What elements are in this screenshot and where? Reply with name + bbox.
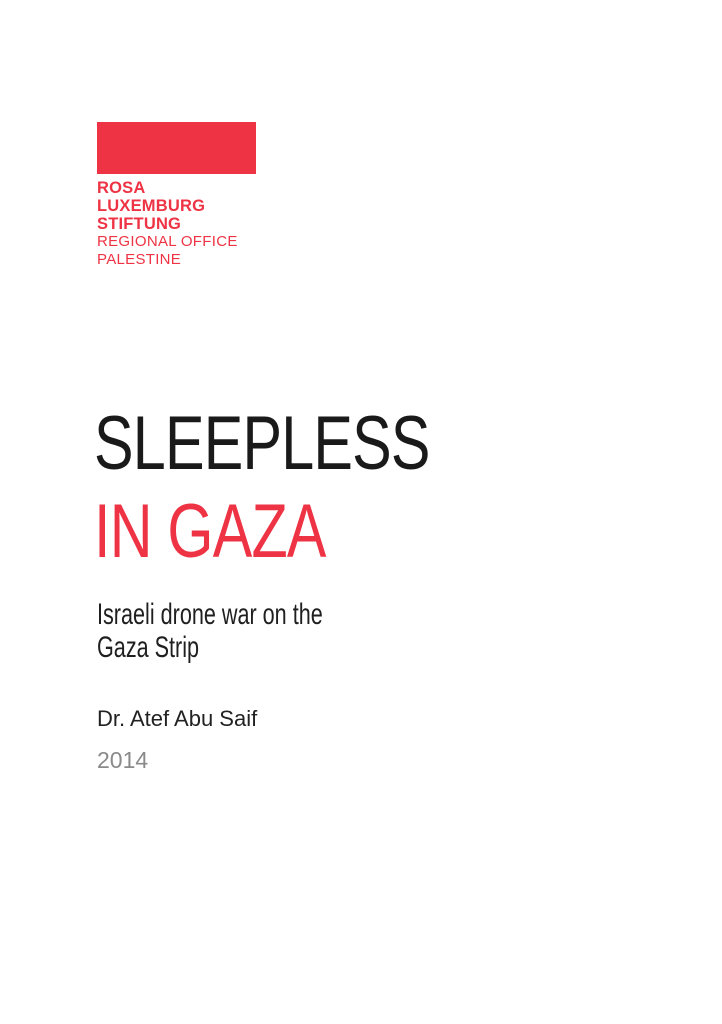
logo-line-rosa: ROSA [97, 179, 146, 197]
title-line-sleepless: SLEEPLESS [94, 401, 430, 486]
author-name: Dr. Atef Abu Saif [97, 706, 258, 731]
subtitle [97, 598, 323, 664]
logo-line-regional-office: REGIONAL OFFICE [97, 233, 238, 250]
publisher-logo [97, 179, 238, 269]
page-title [94, 400, 524, 576]
subtitle-line-1: Israeli drone war on the [97, 598, 323, 631]
logo-line-palestine: PALESTINE [97, 251, 182, 268]
publication-year: 2014 [97, 747, 149, 773]
logo-red-block [97, 122, 256, 174]
title-line-in-gaza: IN GAZA [94, 489, 326, 574]
logo-line-stiftung: STIFTUNG [97, 215, 182, 233]
logo-line-luxemburg: LUXEMBURG [97, 197, 206, 215]
subtitle-line-2: Gaza Strip [97, 631, 200, 664]
